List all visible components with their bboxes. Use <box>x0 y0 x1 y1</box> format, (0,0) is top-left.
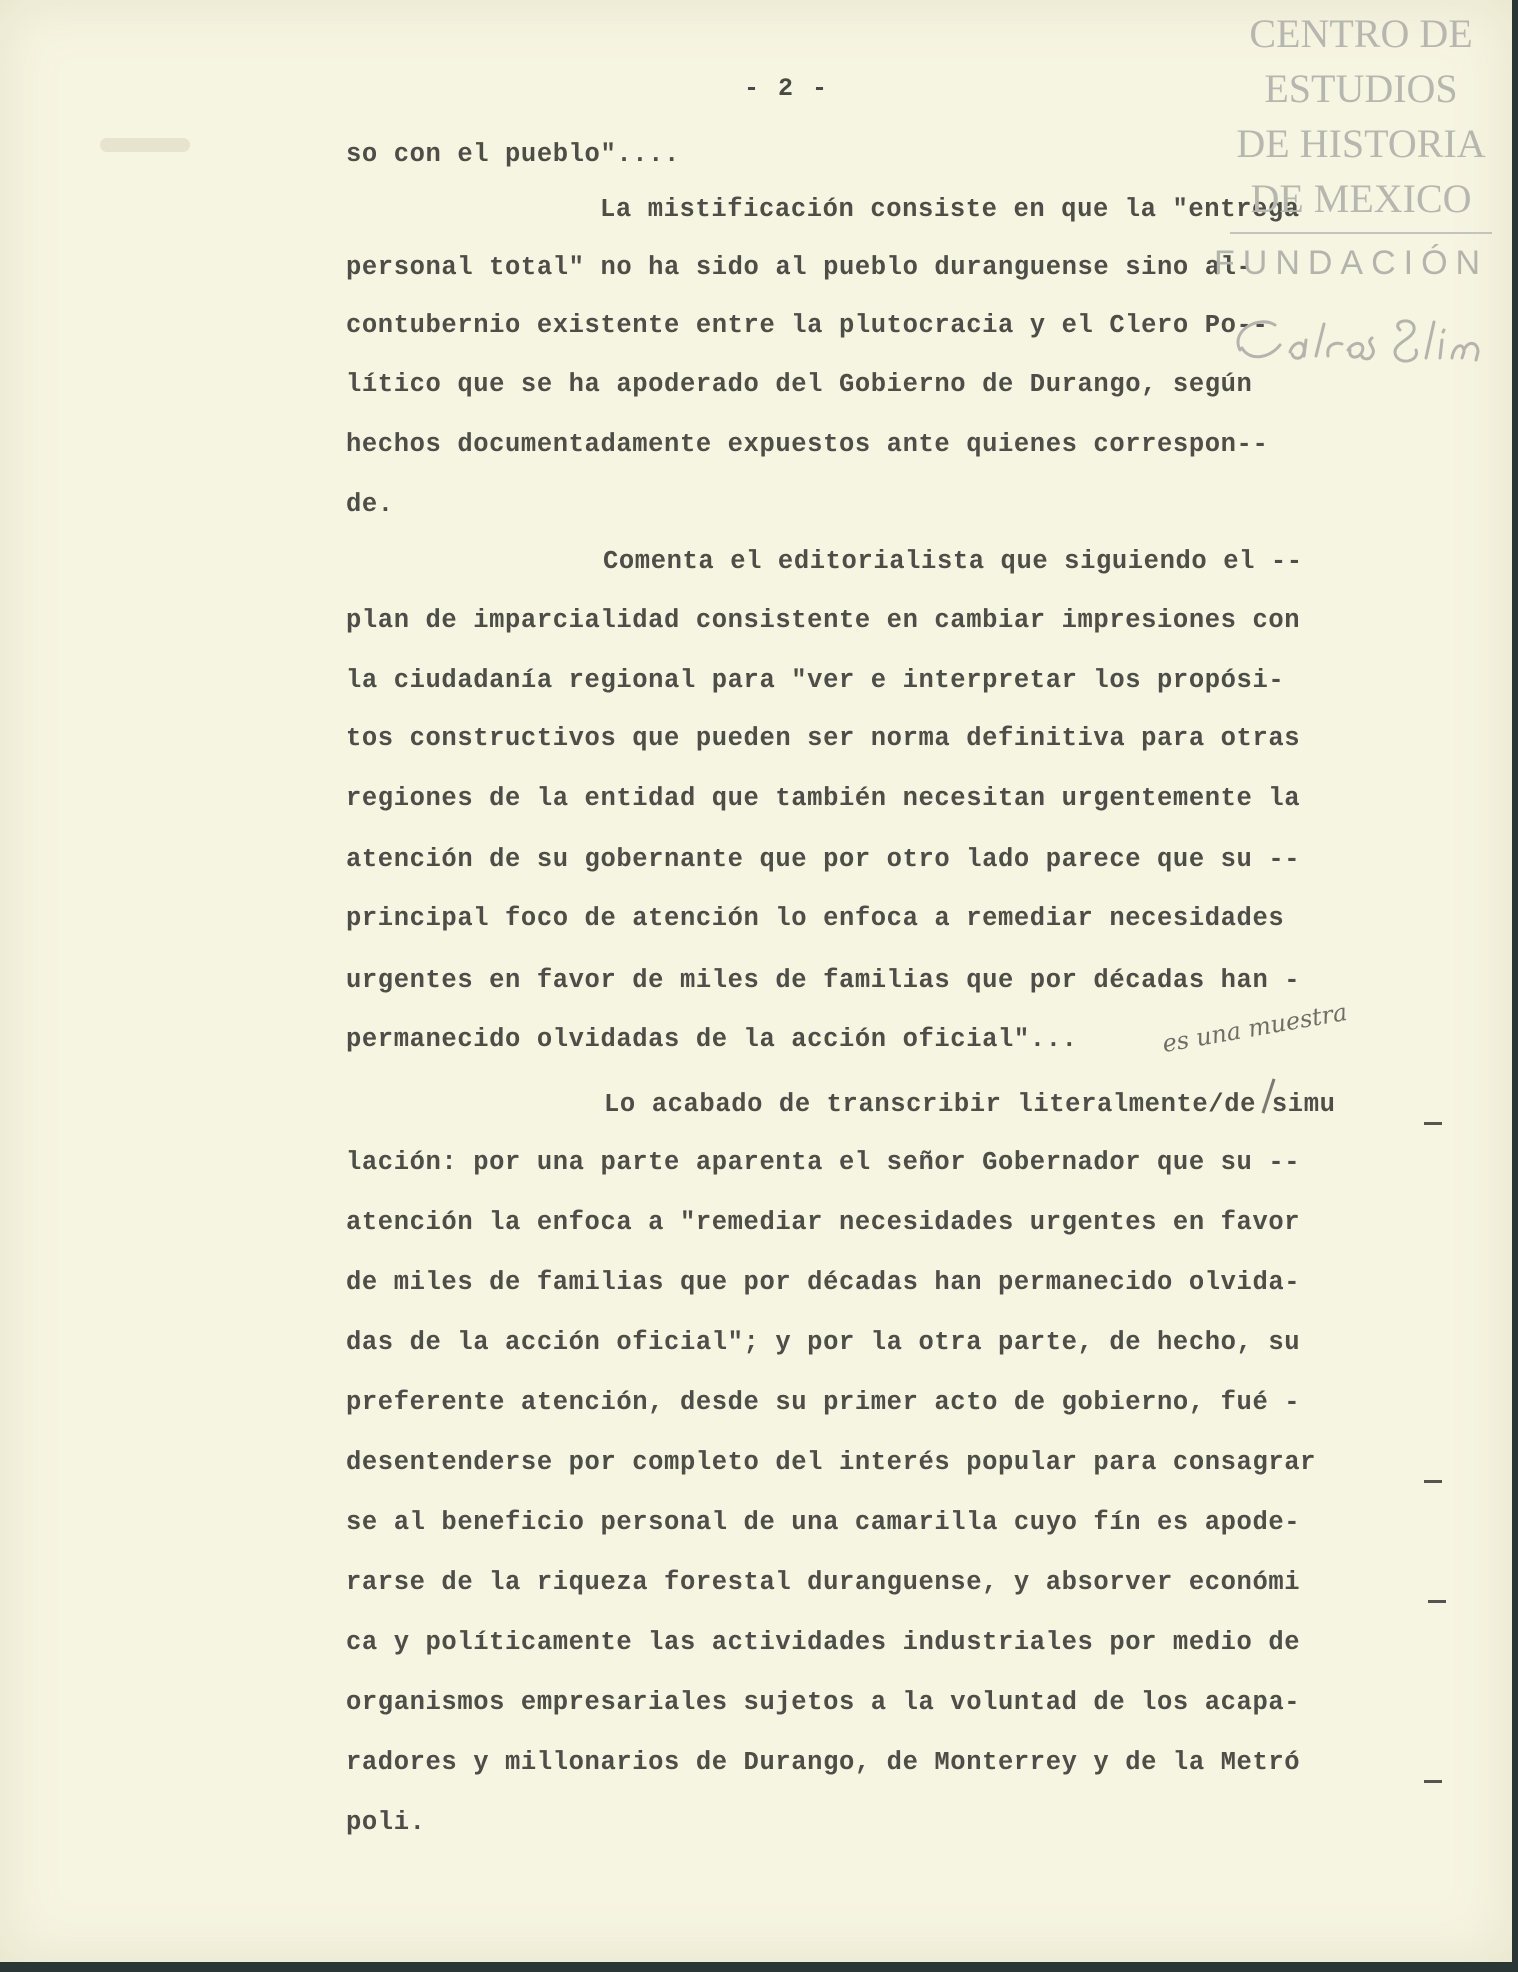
text-line: lítico que se ha apoderado del Gobierno de Durango, según <box>346 370 1253 399</box>
text-line: radores y millonarios de Durango, de Monterrey y de la Metró <box>346 1748 1301 1777</box>
archive-watermark <box>1210 6 1512 234</box>
text-line: organismos empresariales sujetos a la voluntad de los acapa- <box>346 1688 1301 1717</box>
handwritten-annotation: es una muestra <box>1160 997 1350 1058</box>
signature-logo-icon <box>1220 300 1510 380</box>
text-line: de. <box>346 490 394 519</box>
text-line: das de la acción oficial"; y por la otra parte, de hecho, su <box>346 1328 1301 1357</box>
page-number: - 2 - <box>744 74 830 103</box>
text-line: se al beneficio personal de una camarilla cuyo fín es apode- <box>346 1508 1301 1537</box>
scan-edge <box>0 1962 1518 1972</box>
text-line: hechos documentadamente expuestos ante quienes correspon-- <box>346 430 1269 459</box>
text-line: poli. <box>346 1808 426 1837</box>
text-line: Comenta el editorialista que siguiendo el -- <box>603 547 1303 576</box>
text-line: plan de imparcialidad consistente en cambiar impresiones con <box>346 606 1301 635</box>
scan-edge <box>1512 0 1518 1972</box>
watermark-line: DE HISTORIA <box>1236 121 1486 166</box>
watermark-line: CENTRO DE <box>1249 11 1473 56</box>
text-line: personal total" no ha sido al pueblo duranguense sino al- <box>346 253 1253 282</box>
text-line: atención de su gobernante que por otro lado parece que su -- <box>346 845 1301 874</box>
text-line: de miles de familias que por décadas han permanecido olvida- <box>346 1268 1301 1297</box>
text-line: ca y políticamente las actividades industriales por medio de <box>346 1628 1301 1657</box>
watermark-line: DE MEXICO <box>1250 176 1472 221</box>
underline-mark <box>1424 1122 1442 1125</box>
watermark-line: ESTUDIOS <box>1264 66 1458 111</box>
text-line: principal foco de atención lo enfoca a remediar necesidades <box>346 904 1285 933</box>
text-line: tos constructivos que pueden ser norma definitiva para otras <box>346 724 1301 753</box>
paper-stain <box>100 138 190 152</box>
text-line: contubernio existente entre la plutocracia y el Clero Po-- <box>346 311 1269 340</box>
underline-mark <box>1424 1480 1442 1483</box>
text-line: urgentes en favor de miles de familias que por décadas han - <box>346 966 1301 995</box>
underline-mark <box>1428 1600 1446 1603</box>
text-line: atención la enfoca a "remediar necesidades urgentes en favor <box>346 1208 1301 1237</box>
text-line: la ciudadanía regional para "ver e interpretar los propósi- <box>346 666 1285 695</box>
watermark-divider <box>1230 232 1492 234</box>
text-line: lación: por una parte aparenta el señor Gobernador que su -- <box>346 1148 1301 1177</box>
text-line: so con el pueblo".... <box>346 140 680 169</box>
text-line: regiones de la entidad que también necesitan urgentemente la <box>346 784 1301 813</box>
text-line: permanecido olvidadas de la acción oficial"... <box>346 1025 1078 1054</box>
text-line: preferente atención, desde su primer acto de gobierno, fué - <box>346 1388 1301 1417</box>
text-line: desentenderse por completo del interés popular para consagrar <box>346 1448 1317 1477</box>
text-line: Lo acabado de transcribir literalmente/de simu <box>604 1090 1336 1119</box>
text-line: La mistificación consiste en que la "entrega <box>600 195 1300 224</box>
underline-mark <box>1424 1780 1442 1783</box>
watermark-fundacion: FUNDACIÓN <box>1214 244 1489 282</box>
text-line: rarse de la riqueza forestal duranguense, y absorver económi <box>346 1568 1301 1597</box>
